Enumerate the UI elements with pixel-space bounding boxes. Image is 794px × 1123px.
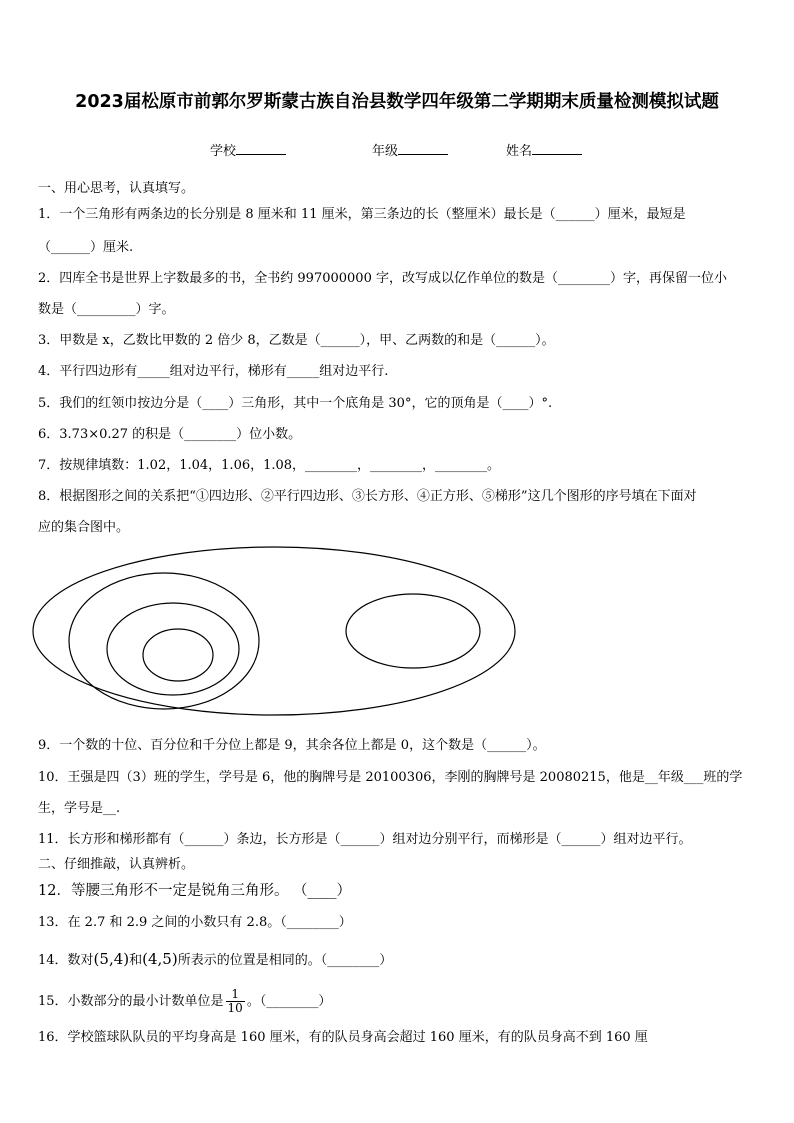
question-10-line-2: 生，学号是__. [38,801,121,816]
question-4: 4．平行四边形有_____组对边平行，梯形有_____组对边平行. [38,364,389,379]
section-1-heading: 一、用心思考，认真填写。 [38,181,195,196]
question-1-line-2: （______）厘米. [38,240,134,255]
question-11: 11．长方形和梯形都有（______）条边，长方形是（______）组对边分别平行，而梯形是（______）组对边平行。 [38,832,692,847]
question-1-line-1: 1．一个三角形有两条边的长分别是 8 厘米和 11 厘米，第三条边的长（整厘米）最长是（______）厘米，最短是 [38,207,686,222]
page-title: 2023届松原市前郭尔罗斯蒙古族自治县数学四年级第二学期期末质量检测模拟试题 [75,92,719,112]
coordinate-pair-1: (5,4) [93,950,130,968]
grade-label: 年级 [372,144,399,159]
question-15-suffix: 。（________） [246,994,332,1009]
question-8-line-1: 8．根据图形之间的关系把“①四边形、②平行四边形、③长方形、④正方形、⑤梯形”这几个图形的序号填在下面对 [38,489,697,504]
question-15 [38,988,758,1015]
fraction-denominator: 10 [227,1001,243,1015]
name-label: 姓名 [506,144,533,159]
question-9: 9．一个数的十位、百分位和千分位上都是 9，其余各位上都是 0，这个数是（______）。 [38,738,546,753]
question-14-middle: 和 [129,953,143,968]
question-8-line-2: 应的集合图中。 [38,520,130,535]
coordinate-pair-2: (4,5) [142,950,178,968]
question-10-line-1: 10．王强是四（3）班的学生，学号是 6，他的胸牌号是 20100306，李刚的胸牌号是 20080215，他是__年级___班的学 [38,770,743,785]
question-14 [38,951,758,969]
question-13: 13．在 2.7 和 2.9 之间的小数只有 2.8。（________） [38,915,352,930]
question-15-prefix: 15．小数部分的最小计数单位是 [38,994,224,1009]
inner-set-ellipse [143,629,213,681]
question-3: 3．甲数是 x，乙数比甲数的 2 倍少 8，乙数是（______），甲、乙两数的和是（______）。 [38,333,555,348]
set-diagram [30,545,530,725]
question-14-suffix: 所表示的位置是相同的。（________） [177,953,393,968]
name-blank[interactable] [532,142,582,155]
school-blank[interactable] [236,142,286,155]
fraction-numerator: 1 [226,988,245,1002]
question-2-line-1: 2．四库全书是世界上字数最多的书，全书约 997000000 字，改写成以亿作单位的数是（________）字，再保留一位小 [38,271,727,286]
question-5: 5．我们的红领巾按边分是（____）三角形，其中一个底角是 30°，它的顶角是（____）°. [38,396,553,411]
question-12: 12．等腰三角形不一定是锐角三角形。 （____） [38,883,352,899]
separate-set-ellipse [346,594,480,668]
section-2-heading: 二、仔细推敲，认真辨析。 [38,857,195,872]
question-6: 6．3.73×0.27 的积是（________）位小数。 [38,427,302,442]
fraction-one-tenth [226,988,245,1015]
school-label: 学校 [210,144,237,159]
question-7: 7．按规律填数：1.02，1.04，1.06，1.08，________，________，________。 [38,458,501,473]
question-2-line-2: 数是（_________）字。 [38,302,175,317]
name-field [506,140,582,159]
grade-blank[interactable] [398,142,448,155]
question-14-prefix: 14．数对 [38,953,94,968]
grade-field [372,140,448,159]
question-16: 16．学校篮球队队员的平均身高是 160 厘米，有的队员身高会超过 160 厘米，有的队员身高不到 160 厘 [38,1030,648,1045]
school-field [210,140,286,159]
outer-set-ellipse [33,547,515,715]
